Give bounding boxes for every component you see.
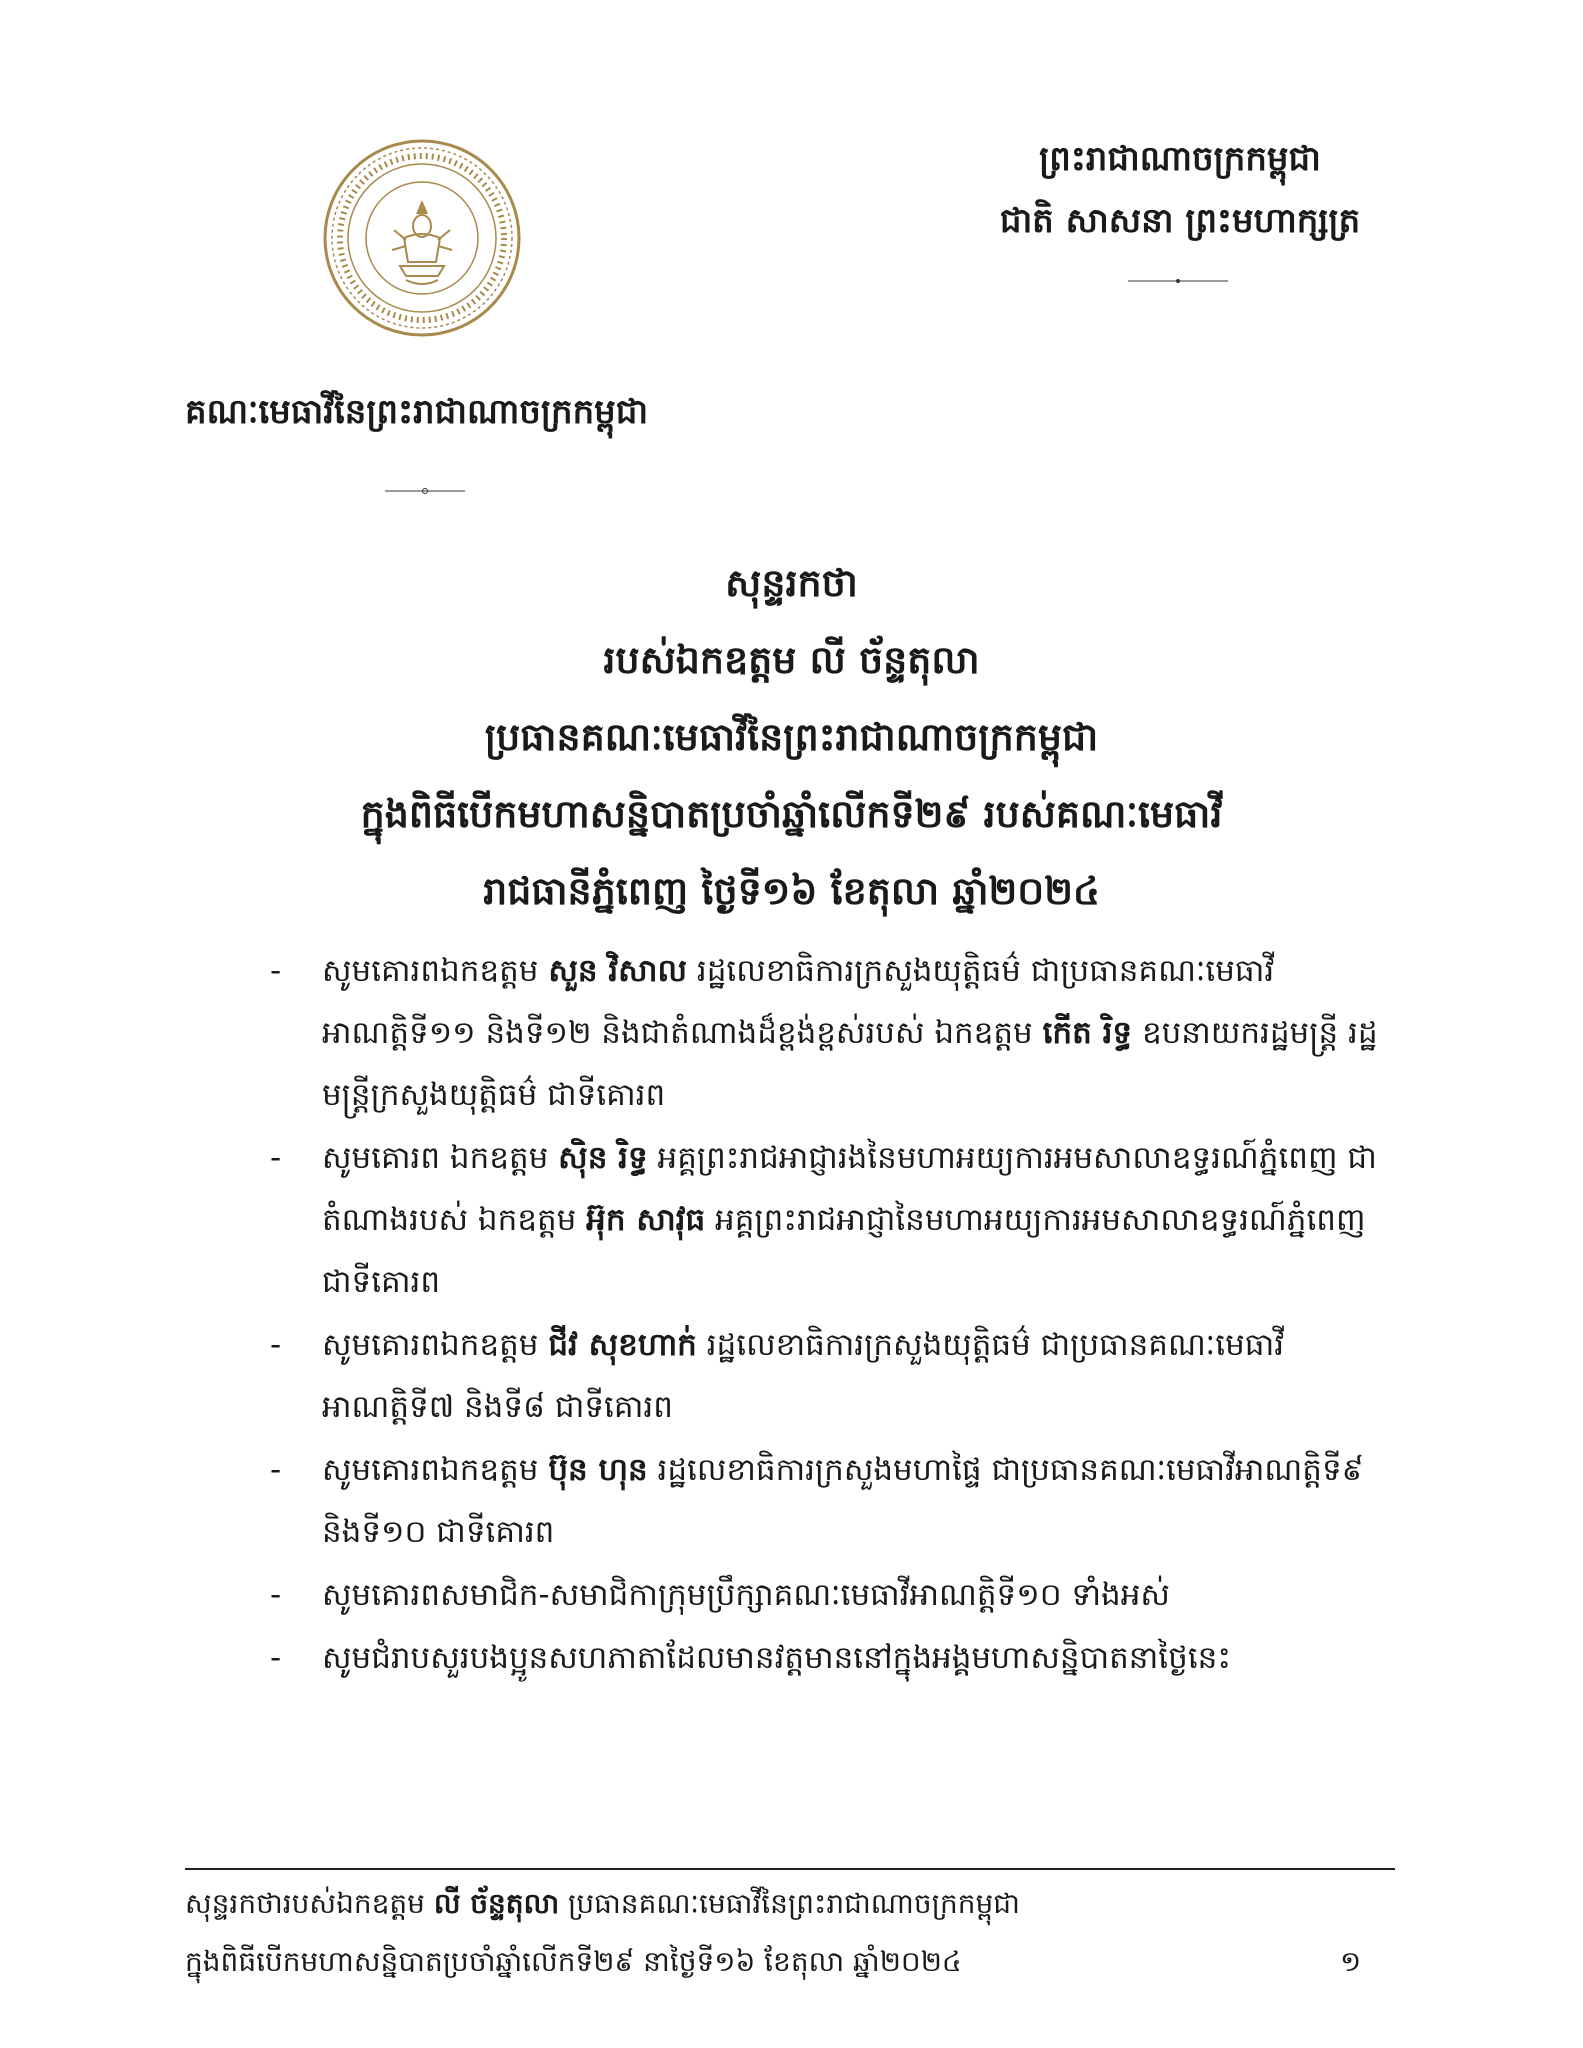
honoree-name: កើត រិទ្ធ: [1042, 1015, 1133, 1051]
honoree-name: ប៊ុន ហុន: [548, 1452, 648, 1488]
list-dash: -: [270, 1640, 282, 1676]
speech-title: [160, 545, 1423, 930]
title-line3: ប្រធានគណៈមេធាវីនៃព្រះរាជាណាចក្រកម្ពុជា: [484, 715, 1099, 759]
organization-ornament: [385, 486, 465, 496]
list-dash: -: [270, 1327, 282, 1363]
honoree-name: ជីវ សុខហាក់: [548, 1327, 697, 1363]
greeting-item: - សូមជំរាបសួរបងប្អូនសហភាតាដែលមានវត្តមាននៅក្នុងអង្គមហាសន្និបាតនាថ្ងៃនេះ: [270, 1627, 1400, 1689]
title-line2: របស់ឯកឧត្តម លី ច័ន្ទតុលា: [603, 638, 980, 682]
kingdom-ornament: [1128, 276, 1228, 286]
greeting-item: - សូមគោរពឯកឧត្តម ជីវ សុខហាក់ រដ្ឋលេខាធិការក្រសួងយុត្តិធម៌ ជាប្រធានគណៈមេធាវីអាណត្តិទី៧ និងទី៨ ជាទីគោរព: [270, 1314, 1400, 1438]
title-line5: រាជធានីភ្នំពេញ ថ្ងៃទី១៦ ខែតុលា ឆ្នាំ២០២៤: [483, 869, 1100, 913]
kingdom-line1: ព្រះរាជាណាចក្រកម្ពុជា: [1039, 139, 1321, 179]
page-number: ១: [1340, 1945, 1362, 1978]
honoree-name: សួន វិសាល: [548, 953, 688, 989]
bar-association-seal: [322, 138, 522, 338]
list-dash: -: [270, 1577, 282, 1613]
honoree-name: ស៊ិន រិទ្ធ: [558, 1140, 648, 1176]
footer-divider: [185, 1868, 1395, 1870]
title-line1: សុន្ទរកថា: [725, 561, 858, 605]
footer-line1: សុន្ទរកថារបស់ឯកឧត្តម លី ច័ន្ទតុលា ប្រធានគណៈមេធាវីនៃព្រះរាជាណាចក្រកម្ពុជា: [185, 1887, 1020, 1920]
list-dash: -: [270, 1140, 282, 1176]
greeting-item: - សូមគោរពឯកឧត្តម ប៊ុន ហុន រដ្ឋលេខាធិការក្រសួងមហាផ្ទៃ ជាប្រធានគណៈមេធាវីអាណត្តិទី៩ និងទី១០ ជាទីគោរព: [270, 1439, 1400, 1563]
page-footer: [185, 1875, 1395, 1991]
title-line4: ក្នុងពិធីបើកមហាសន្និបាតប្រចាំឆ្នាំលើកទី២៩ របស់គណៈមេធាវី: [360, 792, 1223, 836]
greeting-item: - សូមគោរពឯកឧត្តម សួន វិសាល រដ្ឋលេខាធិការក្រសួងយុត្តិធម៌ ជាប្រធានគណៈមេធាវីអាណត្តិទី១១ និងទី១២ និងជាតំណាងដ៏ខ្ពង់ខ្ពស់របស់ ឯកឧត្តម កើត រិទ្ធ ឧបនាយករដ្ឋមន្ត្រី រដ្ឋមន្ត្រីក្រសួងយុត្តិធម៌ ជាទីគោរព: [270, 940, 1400, 1126]
list-dash: -: [270, 1452, 282, 1488]
organization-name: គណៈមេធាវីនៃព្រះរាជាណាចក្រកម្ពុជា: [185, 392, 649, 432]
footer-line2: ក្នុងពិធីបើកមហាសន្និបាតប្រចាំឆ្នាំលើកទី២៩ នាថ្ងៃទី១៦ ខែតុលា ឆ្នាំ២០២៤: [185, 1945, 962, 1978]
footer-speaker-name: លី ច័ន្ទតុលា: [433, 1887, 560, 1920]
list-dash: -: [270, 953, 282, 989]
kingdom-motto: [980, 128, 1380, 252]
honoree-name: អ៊ុក សាវុធ: [586, 1202, 706, 1238]
kingdom-line2: ជាតិ សាសនា ព្រះមហាក្សត្រ: [999, 201, 1361, 241]
greeting-item: - សូមគោរពសមាជិក-សមាជិកាក្រុមប្រឹក្សាគណៈមេធាវីអាណត្តិទី១០ ទាំងអស់: [270, 1564, 1400, 1626]
greeting-item: - សូមគោរព ឯកឧត្តម ស៊ិន រិទ្ធ អគ្គព្រះរាជអាជ្ញារងនៃមហាអយ្យការអមសាលាឧទ្ធរណ៍ភ្នំពេញ ជាតំណាងរបស់ ឯកឧត្តម អ៊ុក សាវុធ អគ្គព្រះរាជអាជ្ញានៃមហាអយ្យការអមសាលាឧទ្ធរណ៍ភ្នំពេញ ជាទីគោរព: [270, 1127, 1400, 1313]
greetings-list: [270, 940, 1400, 1690]
